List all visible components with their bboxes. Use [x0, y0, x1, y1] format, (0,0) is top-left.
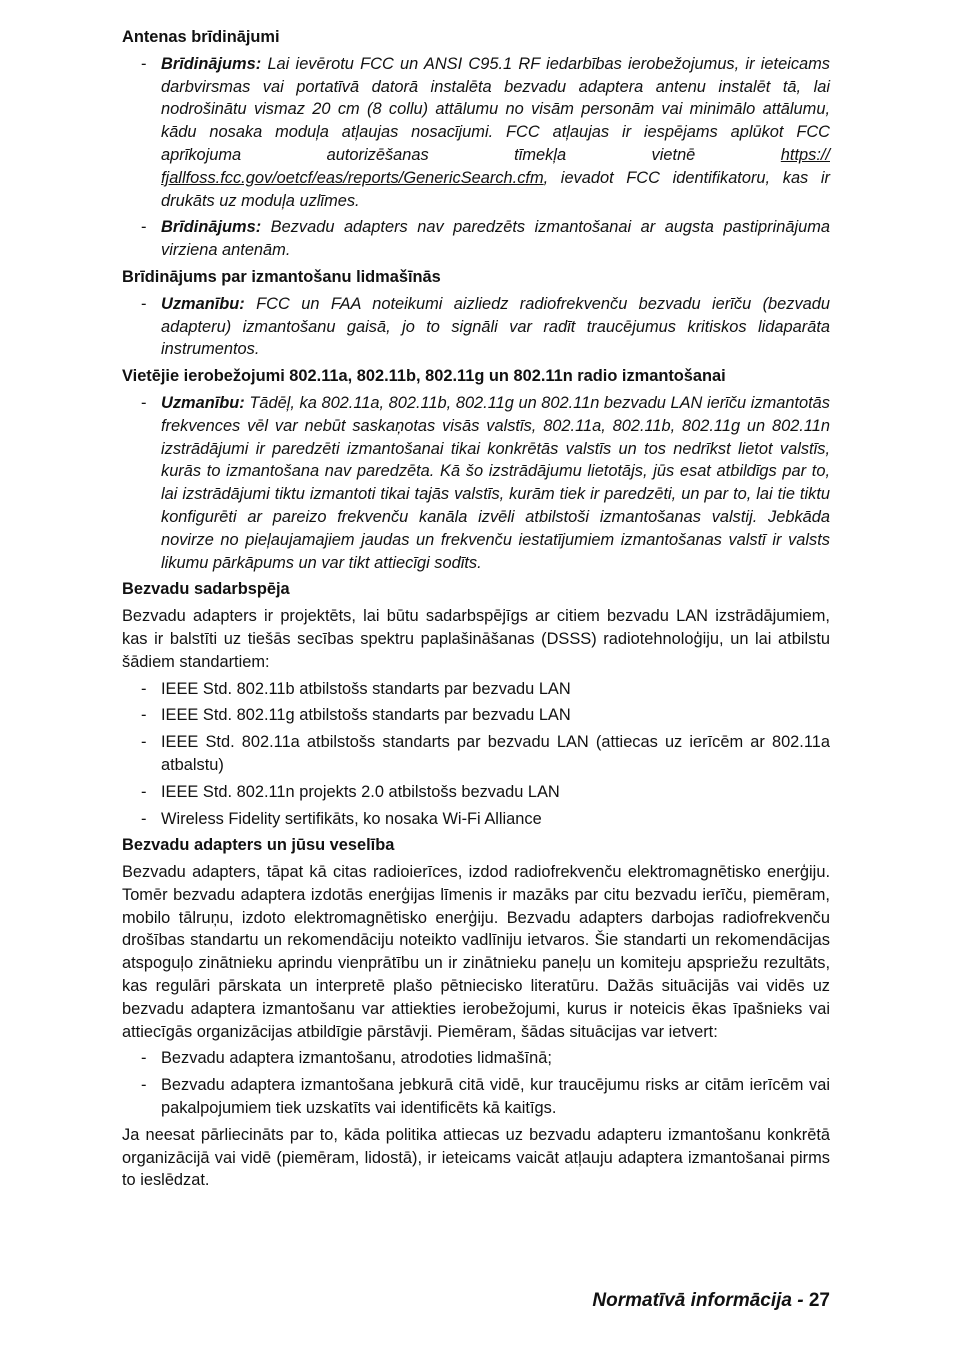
footer-title: Normatīvā informācija -	[592, 1290, 804, 1311]
warning-text: Lai ievērotu FCC un ANSI C95.1 RF iedarbības ierobežojumus, ir ieteicams darbvirsmas vai portatīvā datorā instalēta bezvadu adaptera antenu instalēt tā, lai nodrošinātu vismaz 20 cm (8 collu) attālumu no visām personām vai minimālo attālumu, kādu nosaka moduļa atļaujas nosacījumi. FCC atļaujas ir iespējams aplūkot FCC aprīkojuma autorizēšanas tīmekļa vietnē	[161, 54, 830, 164]
warning-text: Bezvadu adapters nav paredzēts izmantošanai ar augsta pastiprinājuma virziena antenām.	[161, 218, 830, 260]
warning-text-continued: , ievadot FCC identifikatoru, kas ir drukāts uz moduļa uzlīmes.	[161, 168, 830, 210]
list-item-text: Bezvadu adaptera izmantošana jebkurā citā vidē, kur traucējumu risks ar citām ierīcēm vai pakalpojumiem tiek uzskatīts vai identificēts kā kaitīgs.	[161, 1076, 830, 1118]
health-intro: Bezvadu adapters, tāpat kā citas radioierīces, izdod radiofrekvenču elektromagnētisko enerģiju. Tomēr bezvadu adaptera izdotās enerģijas līmenis ir mazāks par citu bezvadu ierīču, piemēram, mobilo tālruņu, izdoto elektromagnētisko enerģiju. Bezvadu adapters darbojas radiofrekvenču drošības standartu un rekomendāciju noteikto vadlīniju ietvaros. Šie standarti un rekomendācijas atspoguļo zinātnieku aprindu vienprātību un ir zinātnieku paneļu un komiteju apspriežu rezultāts, kas regulāri pārskata un interpretē plašo pētniecisko literatūru. Dažās situācijās vai vidēs uz bezvadu adaptera izmantošanu var attiekties ierobežojumi, kurus ir noteicis ēkas īpašnieks vai attiecīgās organizācijas atbildīgie pārstāvji. Piemēram, šādas situācijas var ietvert:	[122, 863, 830, 1041]
caution-label: Uzmanību:	[161, 393, 245, 412]
caution-label: Uzmanību:	[161, 294, 245, 313]
list-item: - IEEE Std. 802.11b atbilstošs standarts par bezvadu LAN	[141, 679, 571, 698]
list-item: - IEEE Std. 802.11a atbilstošs standarts par bezvadu LAN (attiecas uz ierīcēm ar 802.11a atbalstu)	[141, 733, 830, 774]
fcc-search-link[interactable]: https:// fjallfoss.fcc.gov/oetcf/eas/reports/GenericSearch.cfm	[161, 145, 830, 187]
list-item-text: IEEE Std. 802.11a atbilstošs standarts par bezvadu LAN (attiecas uz ierīcēm ar 802.11a atbalstu)	[161, 733, 830, 774]
list-item-text: IEEE Std. 802.11b atbilstošs standarts par bezvadu LAN	[161, 679, 571, 698]
caution-text: Tādēļ, ka 802.11a, 802.11b, 802.11g un 802.11n bezvadu LAN ierīču izmantotās frekvences vēl var nebūt saskaņotas visās valstīs, 802.11a, 802.11b, 802.11g un 802.11n izstrādājumi ir paredzēti izmantošanai tikai konkrētās valstīs un tos nedrīkst lietot valstīs, kurās to izmantošana nav paredzēta. Kā šo izstrādājumu lietotājs, jūs esat atbildīgs par to, lai izstrādājumi tiktu izmantoti tikai tajās valstīs, kurām tiek ir paredzēti, un par to, lai tie tiktu konfigurēti ar pareizo frekvenču kanāla izvēli atbilstoši izmantošanas valstij. Jebkāda novirze no pieļaujamajiem jaudas un frekvenču iestatījumiem izmantošanas valstī ir valsts likumu pārkāpums un var tikt attiecīgi sodīts.	[161, 393, 830, 572]
list-item-text: IEEE Std. 802.11g atbilstošs standarts par bezvadu LAN	[161, 706, 571, 725]
list-item-warning-high-gain: - Brīdinājums: Bezvadu adapters nav paredzēts izmantošanai ar augsta pastiprinājuma virziena antenām.	[141, 218, 830, 260]
health-outro: Ja neesat pārliecināts par to, kāda politika attiecas uz bezvadu adapteru izmantošanu konkrētā organizācijā vai vidē (piemēram, lidostā), ir ieteicams vaicāt atļauju adaptera izmantošanai pirms to ieslēdzat.	[122, 1125, 830, 1190]
list-item: - Wireless Fidelity sertifikāts, ko nosaka Wi-Fi Alliance	[141, 809, 542, 828]
list-item: - Bezvadu adaptera izmantošanu, atrodoties lidmašīnā;	[141, 1049, 552, 1068]
list-item-text: Bezvadu adaptera izmantošanu, atrodoties lidmašīnā;	[161, 1049, 552, 1068]
page-content	[122, 26, 830, 1196]
list-item: - Bezvadu adaptera izmantošana jebkurā citā vidē, kur traucējumu risks ar citām ierīcēm vai pakalpojumiem tiek uzskatīts vai identificēts kā kaitīgs.	[141, 1076, 830, 1118]
list-item-caution-frequencies: - Uzmanību: Tādēļ, ka 802.11a, 802.11b, 802.11g un 802.11n bezvadu LAN ierīču izmantotās frekvences vēl var nebūt saskaņotas visās valstīs, 802.11a, 802.11b, 802.11g un 802.11n izstrādājumi ir paredzēti izmantošanai tikai konkrētās valstīs un tos nedrīkst lietot valstīs, kurās to izmantošana nav paredzēta. Kā šo izstrādājumu lietotājs, jūs esat atbildīgs par to, lai izstrādājumi tiktu izmantoti tikai tajās valstīs, kurām tiek ir paredzēti, un par to, lai tie tiktu konfigurēti ar pareizo frekvenču kanāla izvēli atbilstoši izmantošanas valstij. Jebkāda novirze no pieļaujamajiem jaudas un frekvenču iestatījumiem izmantošanas valstī ir valsts likumu pārkāpums un var tikt attiecīgi sodīts.	[141, 393, 830, 572]
warning-label: Brīdinājums:	[161, 218, 262, 237]
caution-text: FCC un FAA noteikumi aizliedz radiofrekvenču bezvadu ierīču (bezvadu adapteru) izmantošanu gaisā, jo to signāli var radīt traucējumus kritiskos lidaparāta instrumentos.	[161, 294, 830, 359]
list-item-text: Wireless Fidelity sertifikāts, ko nosaka Wi-Fi Alliance	[161, 809, 542, 828]
section-heading-antenna: Antenas brīdinājumi	[122, 28, 280, 46]
list-item-warning-antenna-distance: - Brīdinājums: Lai ievērotu FCC un ANSI C95.1 RF iedarbības ierobežojumus, ir ieteicams darbvirsmas vai portatīvā datorā instalēta bezvadu adaptera antenu instalēt tā, lai nodrošinātu vismaz 20 cm (8 collu) attālumu no visām personām vai minimālo attālumu, kādu nosaka moduļa atļaujas nosacījumi. FCC atļaujas ir iespējams aplūkot FCC aprīkojuma autorizēšanas tīmekļa vietnē https:// fjallfoss.fcc.gov/oetcf/eas/reports/GenericSearch.cfm, ievadot FCC identifikatoru, kas ir drukāts uz moduļa uzlīmes.	[141, 54, 830, 210]
section-heading-aircraft: Brīdinājums par izmantošanu lidmašīnās	[122, 267, 441, 286]
page-number: 27	[808, 1290, 830, 1311]
list-item-text: IEEE Std. 802.11n projekts 2.0 atbilstošs bezvadu LAN	[161, 782, 560, 801]
page-footer	[592, 1290, 830, 1312]
list-item-caution-aircraft: - Uzmanību: FCC un FAA noteikumi aizliedz radiofrekvenču bezvadu ierīču (bezvadu adapteru) izmantošanu gaisā, jo to signāli var radīt traucējumus kritiskos lidaparāta instrumentos.	[141, 294, 830, 359]
section-heading-interoperability: Bezvadu sadarbspēja	[122, 580, 290, 599]
list-item: - IEEE Std. 802.11n projekts 2.0 atbilstošs bezvadu LAN	[141, 782, 560, 801]
interoperability-intro: Bezvadu adapters ir projektēts, lai būtu sadarbspējīgs ar citiem bezvadu LAN izstrādājumiem, kas ir balstīti uz tiešās secības spektru paplašināšanas (DSSS) radiotehnoloģiju, un lai atbilstu šādiem standartiem:	[122, 607, 830, 671]
section-heading-health: Bezvadu adapters un jūsu veselība	[122, 836, 395, 855]
list-item: - IEEE Std. 802.11g atbilstošs standarts par bezvadu LAN	[141, 706, 571, 725]
section-heading-local-restrictions: Vietējie ierobežojumi 802.11a, 802.11b, 802.11g un 802.11n radio izmantošanai	[122, 367, 726, 386]
warning-label: Brīdinājums:	[161, 54, 262, 73]
